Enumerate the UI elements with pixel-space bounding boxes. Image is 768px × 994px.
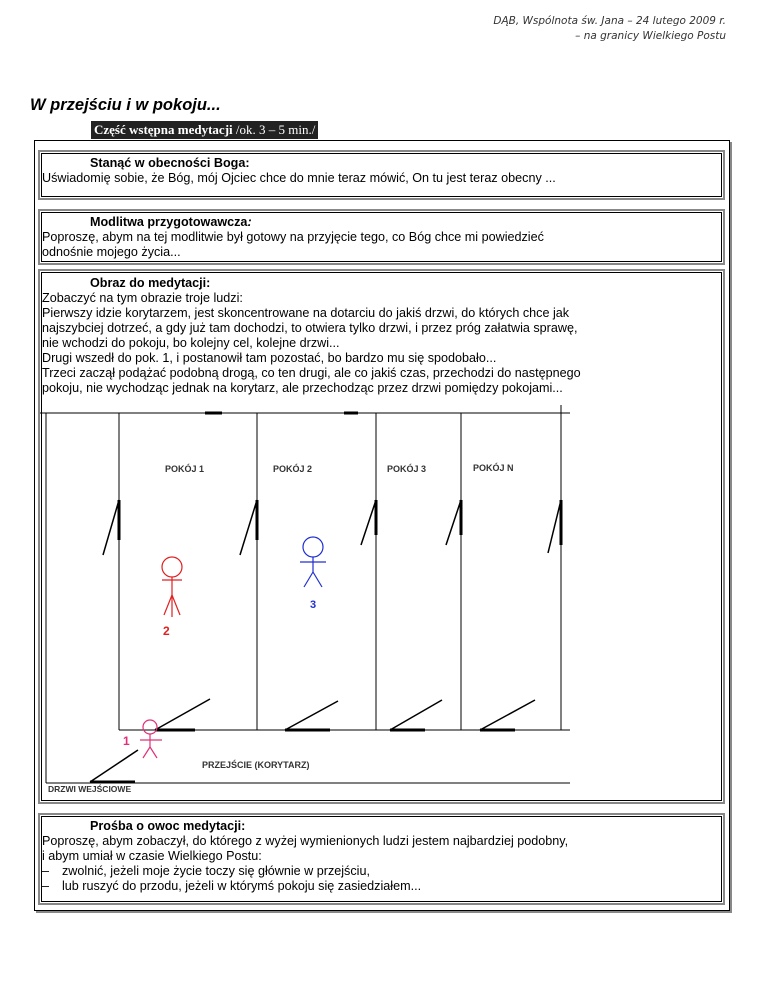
block-3-line: nie wchodzi do pokoju, bo kolejny cel, kolejne drzwi... [42,336,340,350]
entrance-label: DRZWI WEJŚCIOWE [48,784,132,794]
room-label: POKÓJ 3 [387,464,427,474]
door-swing [155,699,210,730]
section-bar [91,121,318,139]
header-line-1: DĄB, Wspólnota św. Jana – 24 lutego 2009 r. [493,15,726,27]
person-1-label: 1 [123,734,130,748]
door-swing [285,701,338,730]
document-header [493,14,726,44]
section-bar-bold: Część wstępna medytacji [94,122,233,137]
corridor-label: PRZEJŚCIE (KORYTARZ) [202,760,310,770]
room-walls [40,405,570,783]
door-swing [90,750,138,782]
bullet-marker: – [42,879,50,893]
block-3-heading: Obraz do medytacji: [90,276,211,290]
block-2 [42,215,722,260]
floor-plan-diagram [40,405,570,797]
door-swing [103,500,119,555]
person-2-label: 2 [163,624,170,638]
door-swing [240,500,257,555]
header-line-2: – na granicy Wielkiego Postu [575,30,726,42]
bullet-marker: – [42,864,50,878]
block-2-heading [42,215,722,230]
person-2-figure [162,557,182,617]
block-4-line: i abym umiał w czasie Wielkiego Postu: [42,849,262,863]
door-swing [390,700,442,730]
block-3-line: Zobaczyć na tym obrazie troje ludzi: [42,291,243,305]
block-3-line: najszybciej dotrzeć, a gdy już tam dochodzi, to otwiera tylko drzwi, i przez próg załatwia sprawę, [42,321,578,335]
block-4-bullet [42,864,722,879]
block-3-line: Trzeci zaczął podążać podobną drogą, co ten drugi, ale co jakiś czas, przechodzi do następnego [42,366,581,380]
block-3-line: Pierwszy idzie korytarzem, jest skoncentrowane na dotarciu do jakiś drzwi, do których chce jak [42,306,570,320]
block-4 [42,819,722,894]
block-3 [42,276,722,396]
block-2-line: Poproszę, abym na tej modlitwie był gotowy na przyjęcie tego, co Bóg chce mi powiedzieć [42,230,544,244]
block-1 [42,156,722,186]
room-label: POKÓJ 1 [165,464,205,474]
door-swing [361,500,376,545]
section-bar-rest: /ok. 3 – 5 min./ [232,122,316,137]
room-label: POKÓJ 2 [273,464,313,474]
door-swing [446,500,461,545]
block-4-line: Poproszę, abym zobaczył, do którego z wyżej wymienionych ludzi jestem najbardziej podobny, [42,834,569,848]
person-3-label: 3 [310,599,317,611]
block-1-line: Uświadomię sobie, że Bóg, mój Ojciec chce do mnie teraz mówić, On tu jest teraz obecny ... [42,171,556,185]
block-3-line: Drugi wszedł do pok. 1, i postanowił tam pozostać, bo bardzo mu się spodobało... [42,351,497,365]
bullet-text: zwolnić, jeżeli moje życie toczy się głównie w przejściu, [62,864,370,878]
person-3-figure [300,537,326,587]
block-1-heading: Stanąć w obecności Boga: [90,156,250,170]
bullet-text: lub ruszyć do przodu, jeżeli w którymś pokoju się zasiedziałem... [62,879,422,893]
block-4-bullet [42,879,722,894]
block-2-heading-text: Modlitwa przygotowawcza [90,215,248,229]
door-swing [480,700,535,730]
block-4-heading: Prośba o owoc medytacji: [90,819,246,833]
block-2-line: odnośnie mojego życia... [42,245,181,259]
person-1-figure [140,720,162,758]
block-3-line: pokoju, nie wychodząc jednak na korytarz, ale przechodząc przez drzwi pomiędzy pokojami... [42,381,563,395]
block-2-heading-colon: : [247,215,252,229]
page-title: W przejściu i w pokoju... [30,96,221,114]
room-label: POKÓJ N [473,463,514,473]
door-swing [548,500,561,553]
thick-door-edges [119,500,561,545]
